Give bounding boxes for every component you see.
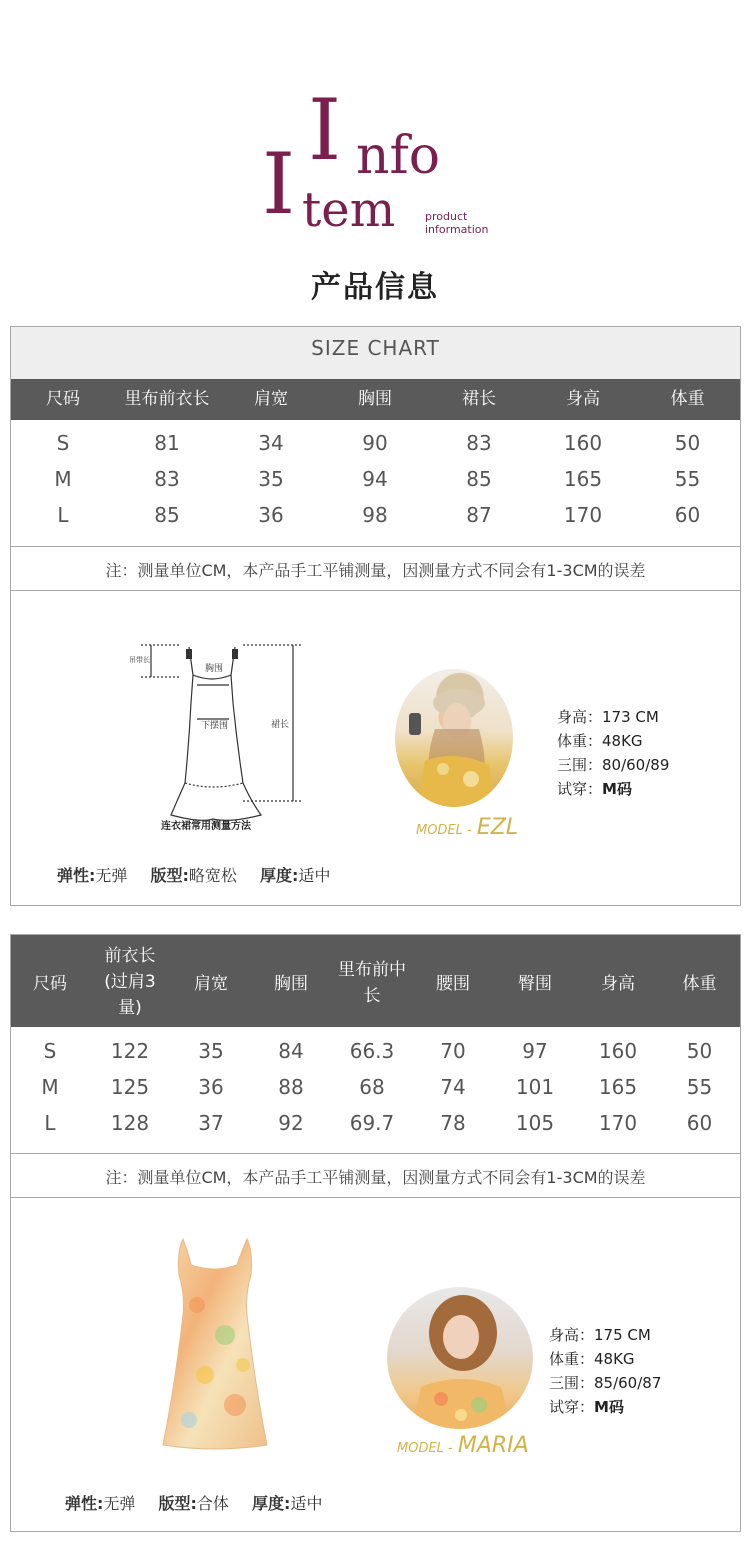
table-cell: 50 (674, 431, 701, 455)
logo-sub-information: information (425, 223, 489, 236)
table1-header-cell: 里布前衣长 (124, 389, 210, 409)
model-measurements: 三围：85/60/87 (549, 1374, 662, 1392)
model-size-value: M码 (594, 1398, 624, 1416)
spec-value: 适中 (290, 1494, 323, 1513)
diagram-caption: 连衣裙常用测量方法 (161, 821, 251, 832)
model-size (557, 777, 669, 801)
spec-label: 弹性: (57, 866, 96, 885)
info-item-logo (262, 81, 502, 238)
table-cell: 85 (154, 503, 180, 527)
model-name-label (416, 815, 518, 840)
model-name: MARIA (457, 1433, 529, 1458)
table-cell: 170 (563, 503, 603, 527)
table-cell: 36 (198, 1075, 224, 1099)
table-cell: 68 (359, 1075, 385, 1099)
table-cell: 37 (198, 1111, 224, 1135)
table-cell: S (43, 1039, 57, 1063)
table1-header-cell: 肩宽 (254, 389, 288, 409)
model-weight: 体重：48KG (549, 1350, 635, 1368)
table-row (11, 1035, 740, 1071)
table-cell: 88 (278, 1075, 304, 1099)
table-cell: 60 (686, 1111, 713, 1135)
divider (11, 1197, 740, 1198)
size-chart-section-1 (10, 326, 741, 906)
table2-header-cell: 前衣长 (过肩3 量) (104, 946, 156, 1018)
diagram-label-hem: 下摆围 (201, 721, 229, 731)
spec-elasticity (57, 866, 127, 885)
model-size-label: 试穿： (549, 1398, 595, 1416)
table-cell: 170 (598, 1111, 638, 1135)
table1-header-cell: 尺码 (46, 389, 80, 409)
model-prefix: MODEL - (397, 1441, 453, 1456)
table-cell: 84 (278, 1039, 304, 1063)
spec-thickness (252, 1494, 322, 1513)
table2-header-cell: 肩宽 (194, 974, 228, 994)
table2-header-cell: 胸围 (274, 974, 308, 994)
diagram-label-strap: 吊带长 (129, 656, 150, 664)
model-prefix: MODEL - (416, 823, 472, 838)
diagram-label-chest: 胸围 (205, 664, 224, 674)
spec-elasticity (65, 1494, 135, 1513)
measurement-note: 注：测量单位CM，本产品手工平铺测量，因测量方式不同会有1-3CM的误差 (105, 1168, 646, 1187)
spec-fit (159, 1494, 229, 1513)
table-cell: 83 (154, 467, 180, 491)
fabric-specs (65, 1491, 340, 1514)
table-cell: 97 (522, 1039, 548, 1063)
table-cell: 98 (362, 503, 388, 527)
table-row (11, 427, 740, 463)
table-cell: 87 (466, 503, 492, 527)
model-height: 身高：173 CM (557, 708, 659, 726)
table-cell: 122 (110, 1039, 150, 1063)
table-cell: 83 (466, 431, 492, 455)
table-cell: 81 (154, 431, 180, 455)
table2-header-cell: 腰围 (436, 974, 470, 994)
spec-value: 无弹 (95, 866, 128, 885)
table-cell: 125 (110, 1075, 150, 1099)
model-name: EZL (476, 815, 519, 840)
divider (11, 590, 740, 591)
size-chart-title: SIZE CHART (11, 327, 740, 379)
table2-header-row (11, 935, 740, 1027)
page-title: 产品信息 (311, 270, 439, 305)
model-size (549, 1395, 661, 1419)
model-stats (549, 1323, 661, 1419)
table-cell: 36 (258, 503, 284, 527)
spec-label: 弹性: (65, 1494, 104, 1513)
table1-header-row (11, 379, 740, 420)
model-silhouette-icon (387, 1287, 533, 1429)
table-cell: 165 (563, 467, 603, 491)
table-cell: 66.3 (349, 1039, 395, 1063)
table1-header-cell: 裙长 (462, 389, 496, 409)
model-height: 身高：175 CM (549, 1326, 651, 1344)
table-cell: 55 (674, 467, 701, 491)
table-cell: 90 (362, 431, 388, 455)
size-chart-section-2 (10, 934, 741, 1532)
table-cell: S (56, 431, 70, 455)
table2-header-cell: 尺码 (33, 974, 67, 994)
model-photo-maria (387, 1287, 533, 1429)
table-cell: 160 (598, 1039, 638, 1063)
table1-header-cell: 体重 (670, 389, 705, 409)
table1-header-cell: 身高 (566, 389, 600, 409)
table2-header-cell: 里布前中 长 (338, 960, 406, 1006)
table-cell: 165 (598, 1075, 638, 1099)
table2-header-cell: 身高 (601, 974, 635, 994)
table-cell: 55 (686, 1075, 713, 1099)
table-cell: 69.7 (349, 1111, 395, 1135)
measurement-note: 注：测量单位CM，本产品手工平铺测量，因测量方式不同会有1-3CM的误差 (105, 561, 646, 580)
model-weight: 体重：48KG (557, 732, 643, 750)
model-photo-ezl (395, 669, 513, 807)
table-cell: 92 (278, 1111, 304, 1135)
divider (11, 546, 740, 547)
model-name-label (397, 1433, 529, 1458)
dress-measurement-diagram (131, 633, 331, 843)
table2-header-cell: 体重 (682, 974, 717, 994)
spec-label: 版型: (150, 866, 189, 885)
table-cell: 160 (563, 431, 603, 455)
spec-value: 无弹 (103, 1494, 136, 1513)
model-size-label: 试穿： (557, 780, 603, 798)
table-cell: 128 (110, 1111, 150, 1135)
table-row (11, 463, 740, 499)
logo-item-initial: I (262, 135, 296, 233)
spec-label: 版型: (158, 1494, 197, 1513)
table-cell: M (41, 1075, 59, 1099)
table-cell: 60 (674, 503, 701, 527)
spec-label: 厚度: (260, 866, 299, 885)
spec-fit (151, 866, 237, 885)
table-row (11, 499, 740, 535)
spec-label: 厚度: (252, 1494, 291, 1513)
table-row (11, 1107, 740, 1143)
table-cell: 74 (440, 1075, 466, 1099)
page-header (0, 0, 750, 320)
spec-thickness (260, 866, 330, 885)
table-cell: M (54, 467, 72, 491)
table-cell: 70 (440, 1039, 466, 1063)
diagram-label-length: 裙长 (271, 720, 290, 730)
model-size-value: M码 (602, 780, 632, 798)
table2-body (11, 1035, 740, 1145)
model-stats (557, 705, 669, 801)
table1-header-cell: 胸围 (358, 389, 392, 409)
table-cell: 35 (198, 1039, 224, 1063)
fabric-specs (57, 863, 348, 886)
table1-body (11, 427, 740, 539)
floral-dress-image (155, 1235, 275, 1455)
table-cell: 101 (515, 1075, 555, 1099)
table-cell: 35 (258, 467, 284, 491)
table-cell: 50 (686, 1039, 713, 1063)
table-row (11, 1071, 740, 1107)
logo-info-rest: nfo (356, 126, 441, 186)
table-cell: 94 (362, 467, 388, 491)
spec-value: 略宽松 (188, 866, 237, 885)
table2-header-cell: 臀围 (518, 974, 552, 994)
table-cell: L (44, 1111, 56, 1135)
table-cell: 85 (466, 467, 492, 491)
logo-info-initial: I (308, 81, 342, 179)
model-measurements: 三围：80/60/89 (557, 756, 670, 774)
table-cell: 34 (258, 431, 284, 455)
logo-sub-product: product (425, 210, 468, 223)
spec-value: 合体 (196, 1494, 229, 1513)
divider (11, 1153, 740, 1154)
table-cell: 105 (515, 1111, 555, 1135)
model-silhouette-icon (395, 669, 513, 807)
table-cell: L (57, 503, 69, 527)
logo-item-rest: tem (302, 182, 396, 238)
spec-value: 适中 (298, 866, 331, 885)
table-cell: 78 (440, 1111, 466, 1135)
